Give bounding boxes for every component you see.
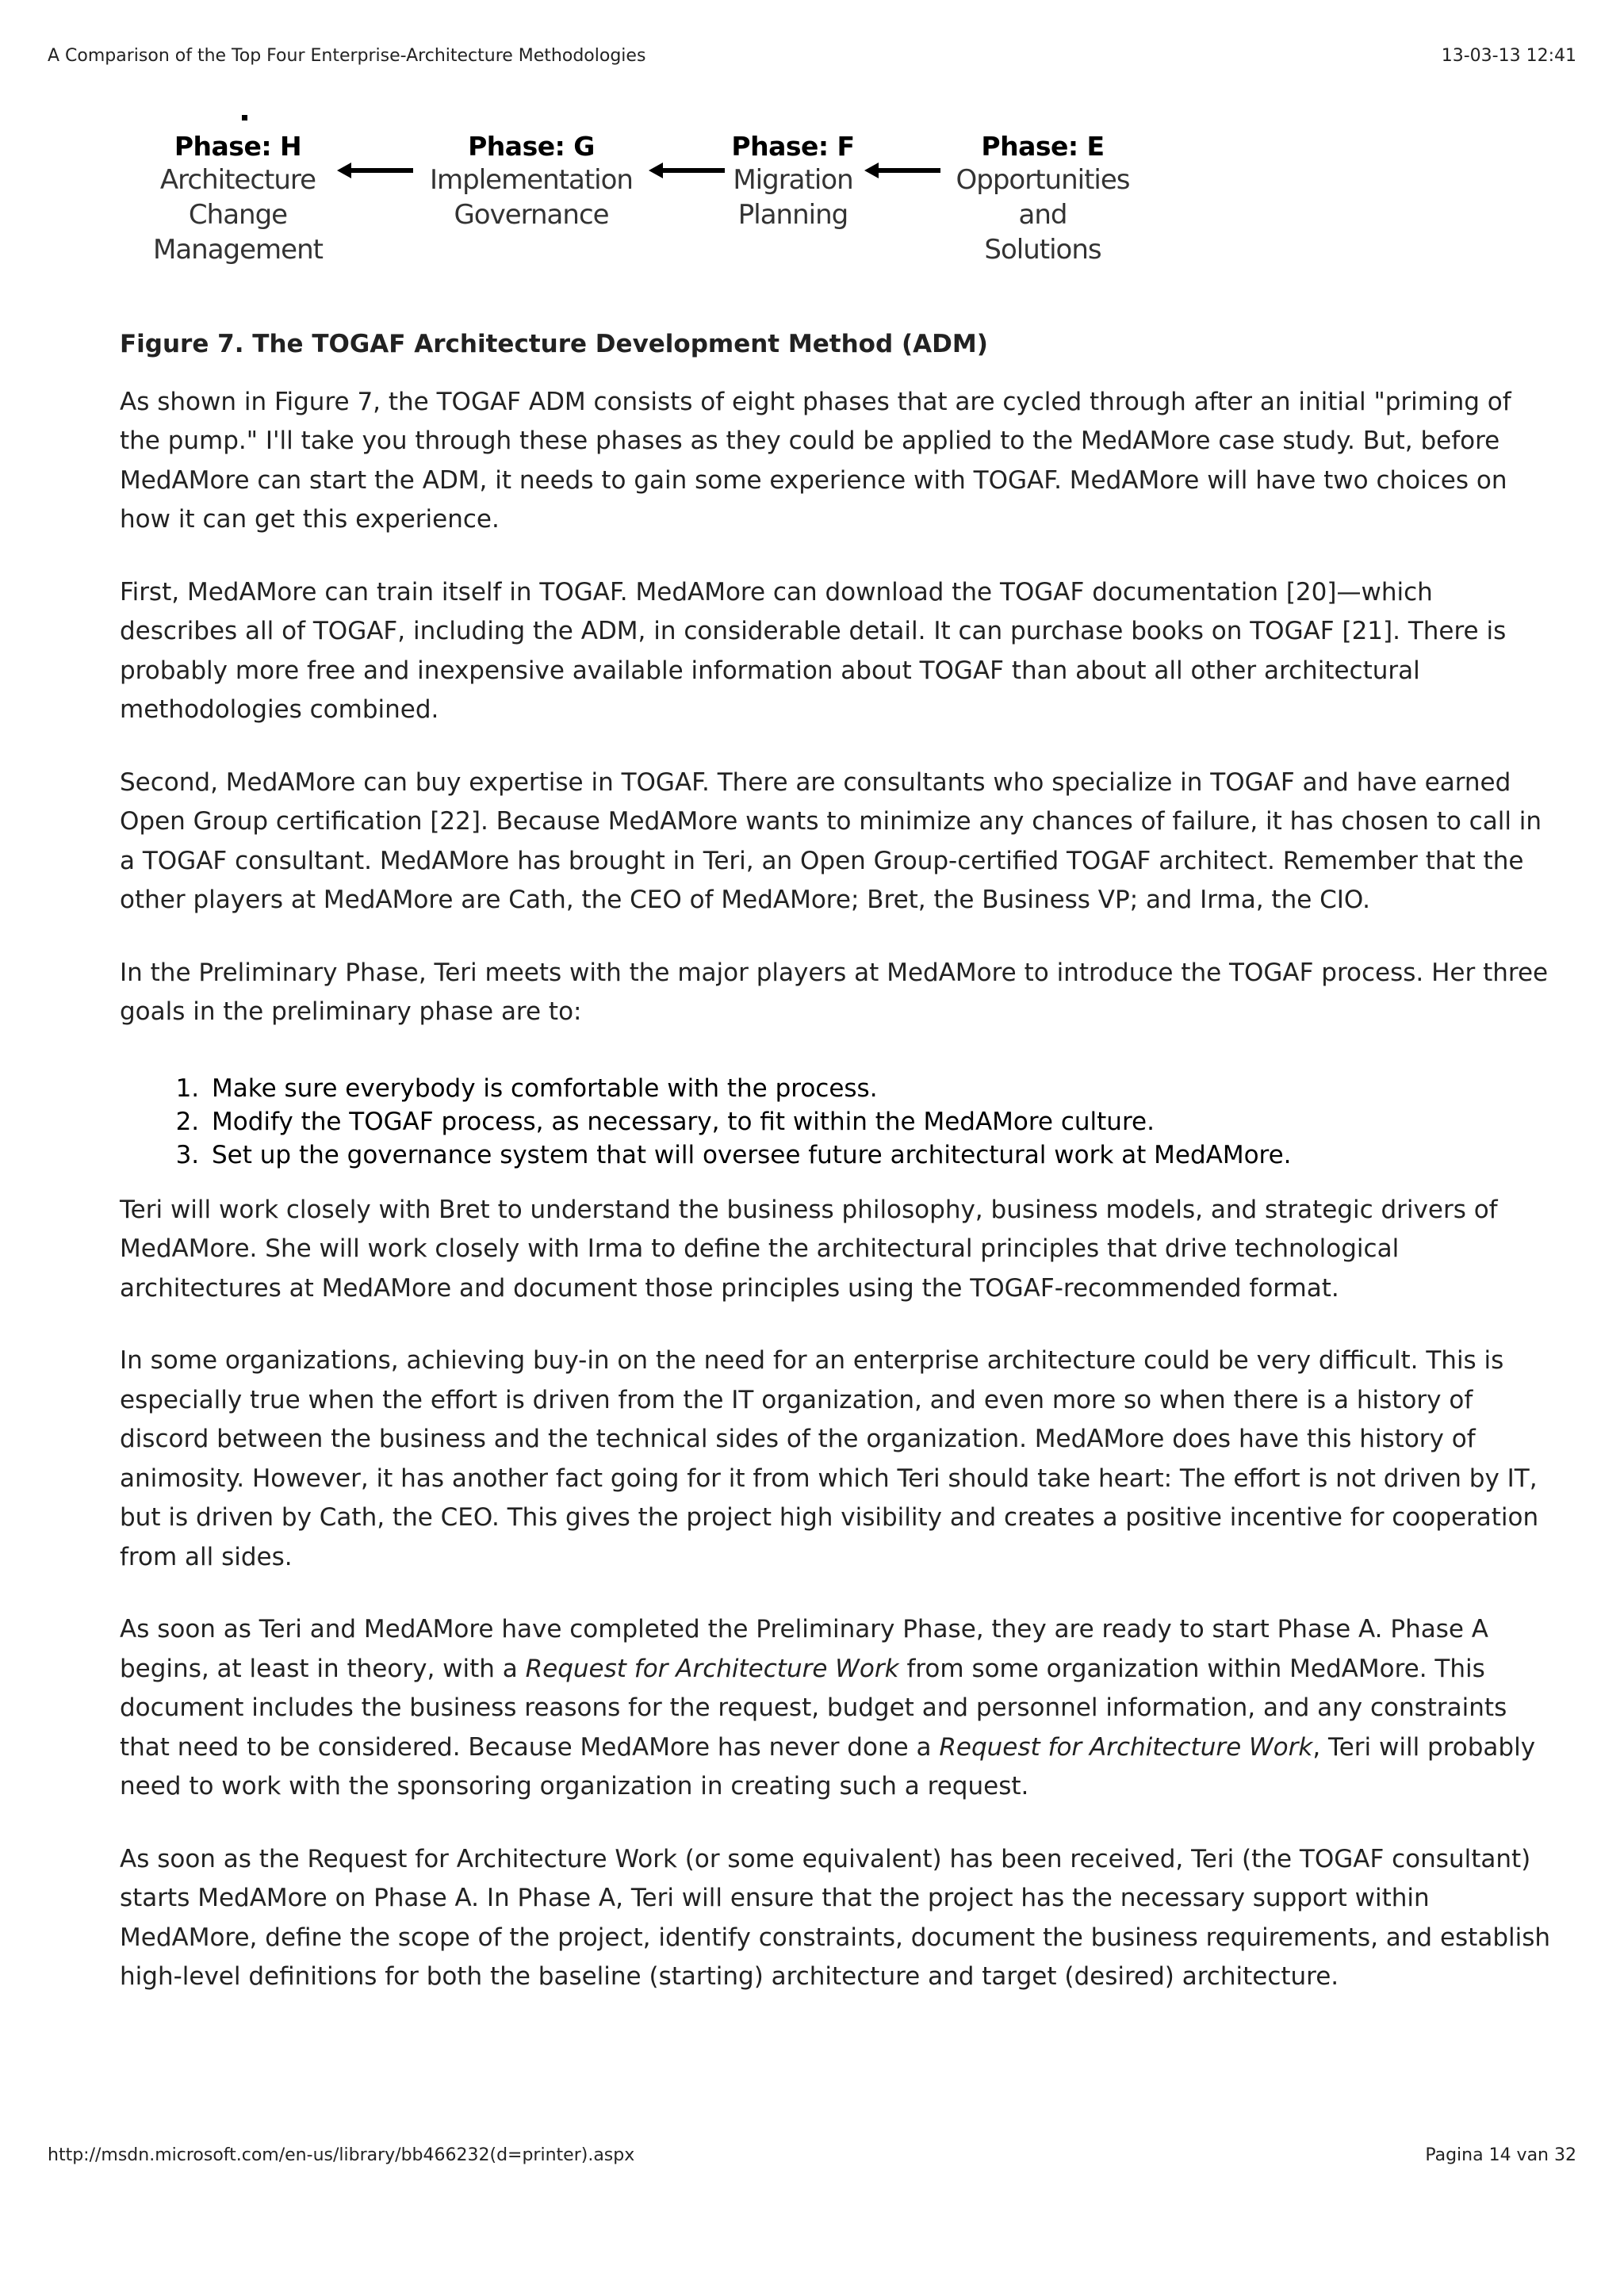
phase-h-desc-line: Management	[153, 234, 323, 266]
adm-phase-diagram	[151, 107, 1174, 277]
italic-term: Request for Architecture Work	[939, 1732, 1313, 1762]
paragraph: In some organizations, achieving buy-in on the need for an enterprise architecture could be very difficult. This is especially true when the effort is driven from the IT organization, and even more so when there is a history of discord between the business and the technical sides of the organization. MedAMore does have this history of animosity. However, it has another fact going for it from which Teri should take heart: The effort is not driven by IT, but is driven by Cath, the CEO. This gives the project high visibility and creates a positive incentive for cooperation from all sides.	[120, 1346, 1539, 1571]
arrow-left-icon	[337, 153, 416, 188]
phase-f-desc-line: Planning	[737, 199, 848, 231]
goals-list	[120, 1072, 1555, 1172]
paragraph: In the Preliminary Phase, Teri meets with the major players at MedAMore to introduce the TOGAF process. Her three goals in the preliminary phase are to:	[120, 958, 1549, 1026]
phase-h-desc-line: Change	[188, 199, 288, 231]
phase-e-desc-line: Solutions	[984, 234, 1101, 266]
phase-e-desc-line: and	[1018, 199, 1067, 231]
paragraph-phase-a	[120, 1610, 1555, 1807]
phase-g-desc-line: Governance	[454, 199, 609, 231]
paragraph: First, MedAMore can train itself in TOGAF. MedAMore can download the TOGAF documentation [20]—which describes all of TOGAF, including the ADM, in considerable detail. It can purchase books on TOGAF [21]. There is probably more free and inexpensive available information about TOGAF than about all other architectural methodologies combined.	[120, 577, 1507, 724]
phase-e-label: Phase: E	[981, 131, 1105, 162]
page-header-datetime: 13-03-13 12:41	[1441, 46, 1576, 66]
paragraph: Teri will work closely with Bret to understand the business philosophy, business models, and strategic drivers of MedAMore. She will work closely with Irma to define the architectural principles that drive technological architectures at MedAMore and document those principles using the TOGAF-recommended format.	[120, 1195, 1498, 1303]
phase-h-block	[119, 131, 357, 267]
figure-caption: Figure 7. The TOGAF Architecture Development Method (ADM)	[120, 330, 988, 358]
page-footer-url: http://msdn.microsoft.com/en-us/library/bb466232(d=printer).aspx	[48, 2145, 635, 2165]
phase-h-desc-line: Architecture	[159, 164, 316, 196]
phase-g-block	[412, 131, 650, 232]
paragraph: Second, MedAMore can buy expertise in TOGAF. There are consultants who specialize in TOGAF and have earned Open Group certification [22]. Because MedAMore wants to minimize any chances of failure, it has chosen to call in a TOGAF consultant. MedAMore has brought in Teri, an Open Group-certified TOGAF architect. Remember that the other players at MedAMore are Cath, the CEO of MedAMore; Bret, the Business VP; and Irma, the CIO.	[120, 767, 1542, 914]
list-item: 2. Modify the TOGAF process, as necessary, to fit within the MedAMore culture.	[207, 1105, 1555, 1138]
phase-h-label: Phase: H	[174, 131, 302, 162]
text-run: , Teri will probably need to work with the sponsoring organization in creating such a request.	[120, 1732, 1536, 1800]
text-run: from some organization within MedAMore. This document includes the business reasons for the request, budget and personnel information, and any constraints that need to be considered. Because MedAMore has never done a	[120, 1654, 1507, 1762]
paragraph: As shown in Figure 7, the TOGAF ADM consists of eight phases that are cycled through after an initial "priming of the pump." I'll take you through these phases as they could be applied to the MedAMore case study. But, before MedAMore can start the ADM, it needs to gain some experience with TOGAF. MedAMore will have two choices on how it can get this experience.	[120, 387, 1511, 534]
phase-f-desc-line: Migration	[733, 164, 853, 196]
phase-f-label: Phase: F	[731, 131, 855, 162]
diagram-dot	[242, 115, 247, 121]
list-item: 3. Set up the governance system that will oversee future architectural work at MedAMore.	[207, 1138, 1555, 1172]
phase-e-desc-line: Opportunities	[956, 164, 1130, 196]
page-footer-page-number: Pagina 14 van 32	[1425, 2145, 1576, 2165]
phase-g-desc-line: Implementation	[430, 164, 633, 196]
text-run: As soon as Teri and MedAMore have completed the Preliminary Phase, they are ready to start Phase A. Phase A begins, at least in theory, with a	[120, 1615, 1488, 1683]
page-header-title: A Comparison of the Top Four Enterprise-Architecture Methodologies	[48, 46, 646, 66]
phase-e-block	[924, 131, 1162, 267]
paragraph: As soon as the Request for Architecture Work (or some equivalent) has been received, Teri (the TOGAF consultant) starts MedAMore on Phase A. In Phase A, Teri will ensure that the project has the necessary support within MedAMore, define the scope of the project, identify constraints, document the business requirements, and establish high-level definitions for both the baseline (starting) architecture and target (desired) architecture.	[120, 1844, 1551, 1991]
italic-term: Request for Architecture Work	[525, 1654, 899, 1683]
article-body	[120, 325, 1555, 2030]
phase-g-label: Phase: G	[468, 131, 595, 162]
list-item: 1. Make sure everybody is comfortable with the process.	[207, 1072, 1555, 1105]
